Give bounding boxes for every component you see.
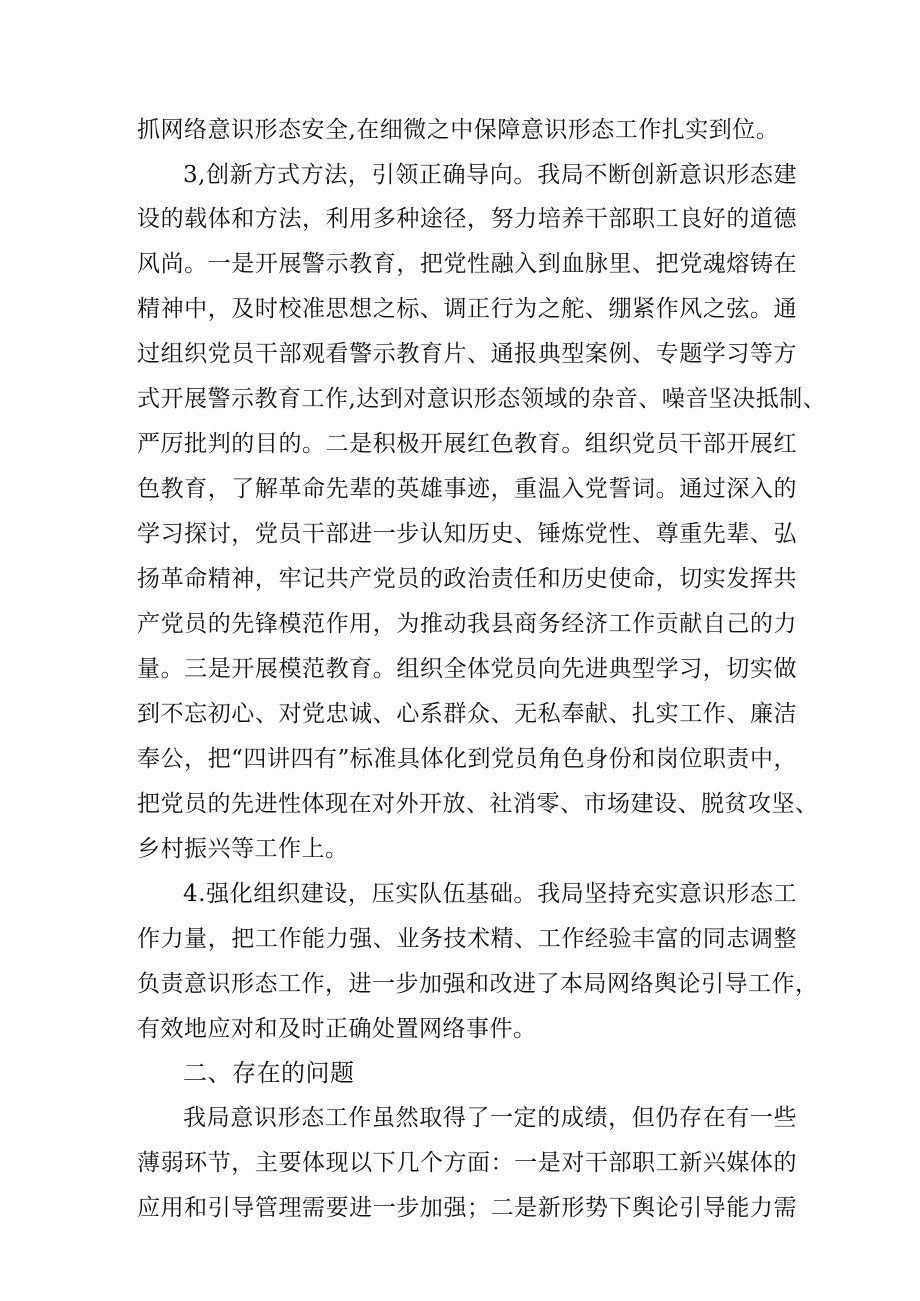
text-line: 奉公，把“四讲四有”标准具体化到党员角色身份和岗位职责中， — [137, 746, 797, 772]
text-line: 风尚。一是开展警示教育，把党性融入到血脉里、把党魂熔铸在 — [137, 251, 797, 277]
text-line: 负责意识形态工作，进一步加强和改进了本局网络舆论引导工作， — [137, 971, 819, 997]
text-line: 乡村振兴等工作上。 — [137, 836, 349, 862]
text-line: 式开展警示教育工作,达到对意识形态领域的杂音、噪音坚决抵制、 — [137, 386, 827, 412]
text-line: 设的载体和方法，利用多种途径，努力培养干部职工良好的道德 — [137, 206, 797, 232]
text-line: 严厉批判的目的。二是积极开展红色教育。组织党员干部开展红 — [137, 431, 797, 457]
text-line: 抓网络意识形态安全,在细微之中保障意识形态工作扎实到位。 — [137, 117, 780, 143]
text-line: 薄弱环节，主要体现以下几个方面：一是对干部职工新兴媒体的 — [137, 1150, 797, 1176]
section-heading: 二、存在的问题 — [183, 1059, 355, 1087]
text-line: 色教育，了解革命先辈的英雄事迹，重温入党誓词。通过深入的 — [137, 476, 797, 502]
text-line: 有效地应对和及时正确处置网络事件。 — [137, 1016, 537, 1042]
text-line: 4.强化组织建设，压实队伍基础。我局坚持充实意识形态工 — [183, 881, 797, 907]
text-line: 学习探讨，党员干部进一步认知历史、锤炼党性、尊重先辈、弘 — [137, 521, 797, 547]
text-line: 扬革命精神，牢记共产党员的政治责任和历史使命，切实发挥共 — [137, 566, 797, 592]
text-line: 精神中，及时校准思想之标、调正行为之舵、绷紧作风之弦。通 — [137, 296, 797, 322]
text-line: 作力量，把工作能力强、业务技术精、工作经验丰富的同志调整 — [137, 926, 797, 952]
text-line: 应用和引导管理需要进一步加强；二是新形势下舆论引导能力需 — [137, 1195, 797, 1221]
text-line: 把党员的先进性体现在对外开放、社消零、市场建设、脱贫攻坚、 — [137, 791, 819, 817]
text-line: 量。三是开展模范教育。组织全体党员向先进典型学习，切实做 — [137, 656, 797, 682]
text-line: 3,创新方式方法，引领正确导向。我局不断创新意识形态建 — [183, 162, 797, 188]
text-line: 到不忘初心、对党忠诚、心系群众、无私奉献、扎实工作、廉洁 — [137, 701, 797, 727]
text-line: 过组织党员干部观看警示教育片、通报典型案例、专题学习等方 — [137, 341, 797, 367]
text-line: 产党员的先锋模范作用，为推动我县商务经济工作贡献自己的力 — [137, 611, 797, 637]
text-line: 我局意识形态工作虽然取得了一定的成绩，但仍存在有一些 — [183, 1105, 797, 1131]
